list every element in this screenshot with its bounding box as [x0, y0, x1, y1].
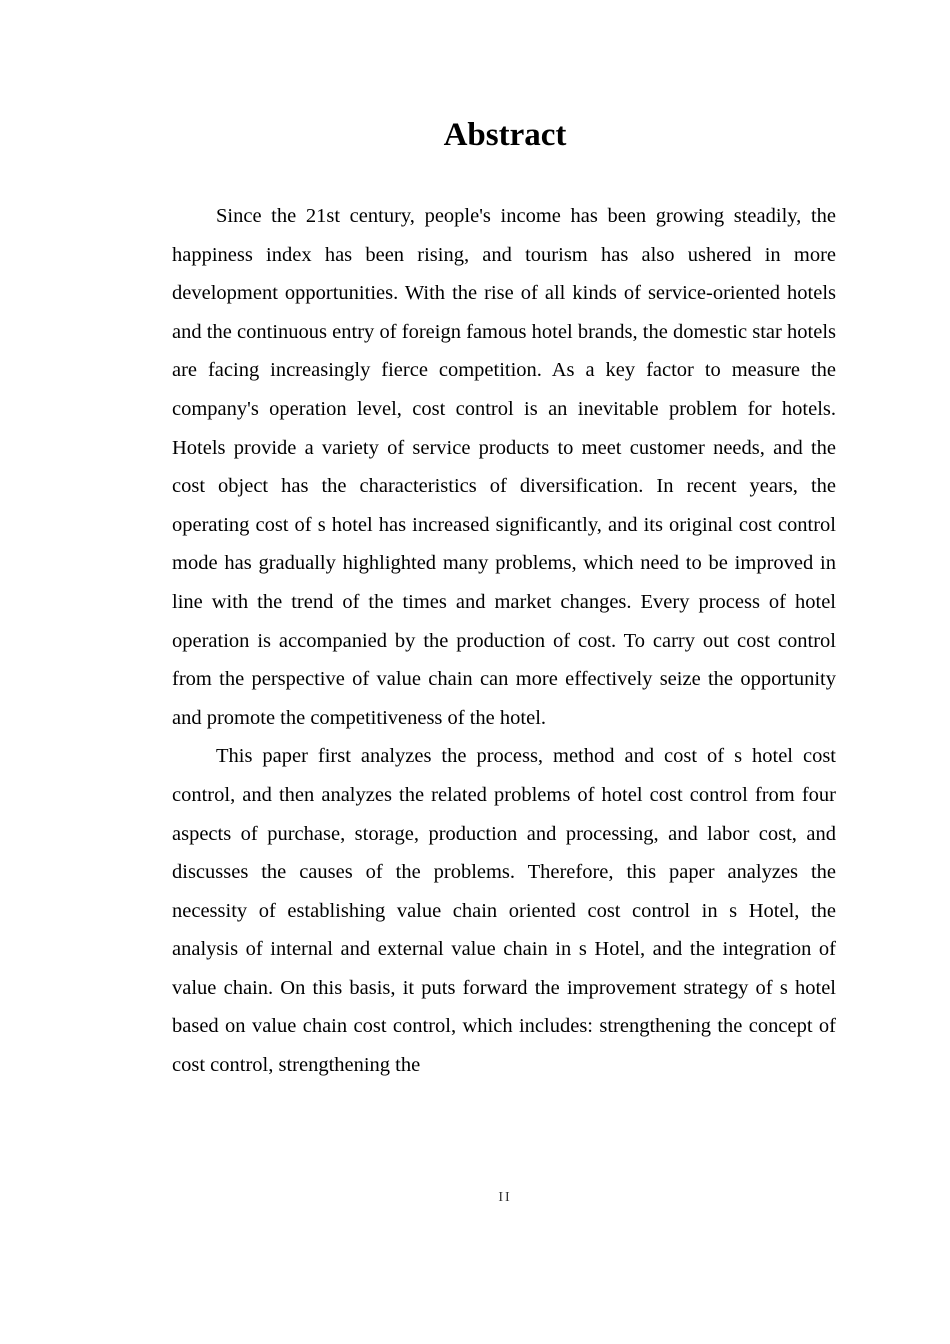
- page-number: II: [498, 1190, 512, 1205]
- abstract-paragraph-1: Since the 21st century, people's income has been growing steadily, the happiness index has been rising, and tourism has also ushered in more development opportunities. With the rise of all kinds of service-oriented hotels and the continuous entry of foreign famous hotel brands, the domestic star hotels are facing increasingly fierce competition. As a key factor to measure the company's operation level, cost control is an inevitable problem for hotels. Hotels provide a variety of service products to meet customer needs, and the cost object has the characteristics of diversification. In recent years, the operating cost of s hotel has increased significantly, and its original cost control mode has gradually highlighted many problems, which need to be improved in line with the trend of the times and market changes. Every process of hotel operation is accompanied by the production of cost. To carry out cost control from the perspective of value chain can more effectively seize the opportunity and promote the competitiveness of the hotel.: [172, 205, 836, 729]
- page-title: Abstract: [443, 117, 567, 153]
- abstract-paragraph-2: This paper first analyzes the process, method and cost of s hotel cost control, and then analyzes the related problems of hotel cost control from four aspects of purchase, storage, production and processing, and labor cost, and discusses the causes of the problems. Therefore, this paper analyzes the necessity of establishing value chain oriented cost control in s Hotel, the analysis of internal and external value chain in s Hotel, and the integration of value chain. On this basis, it puts forward the improvement strategy of s hotel based on value chain cost control, which includes: strengthening the concept of cost control, strengthening the: [172, 745, 836, 1077]
- abstract-body: [172, 197, 836, 1085]
